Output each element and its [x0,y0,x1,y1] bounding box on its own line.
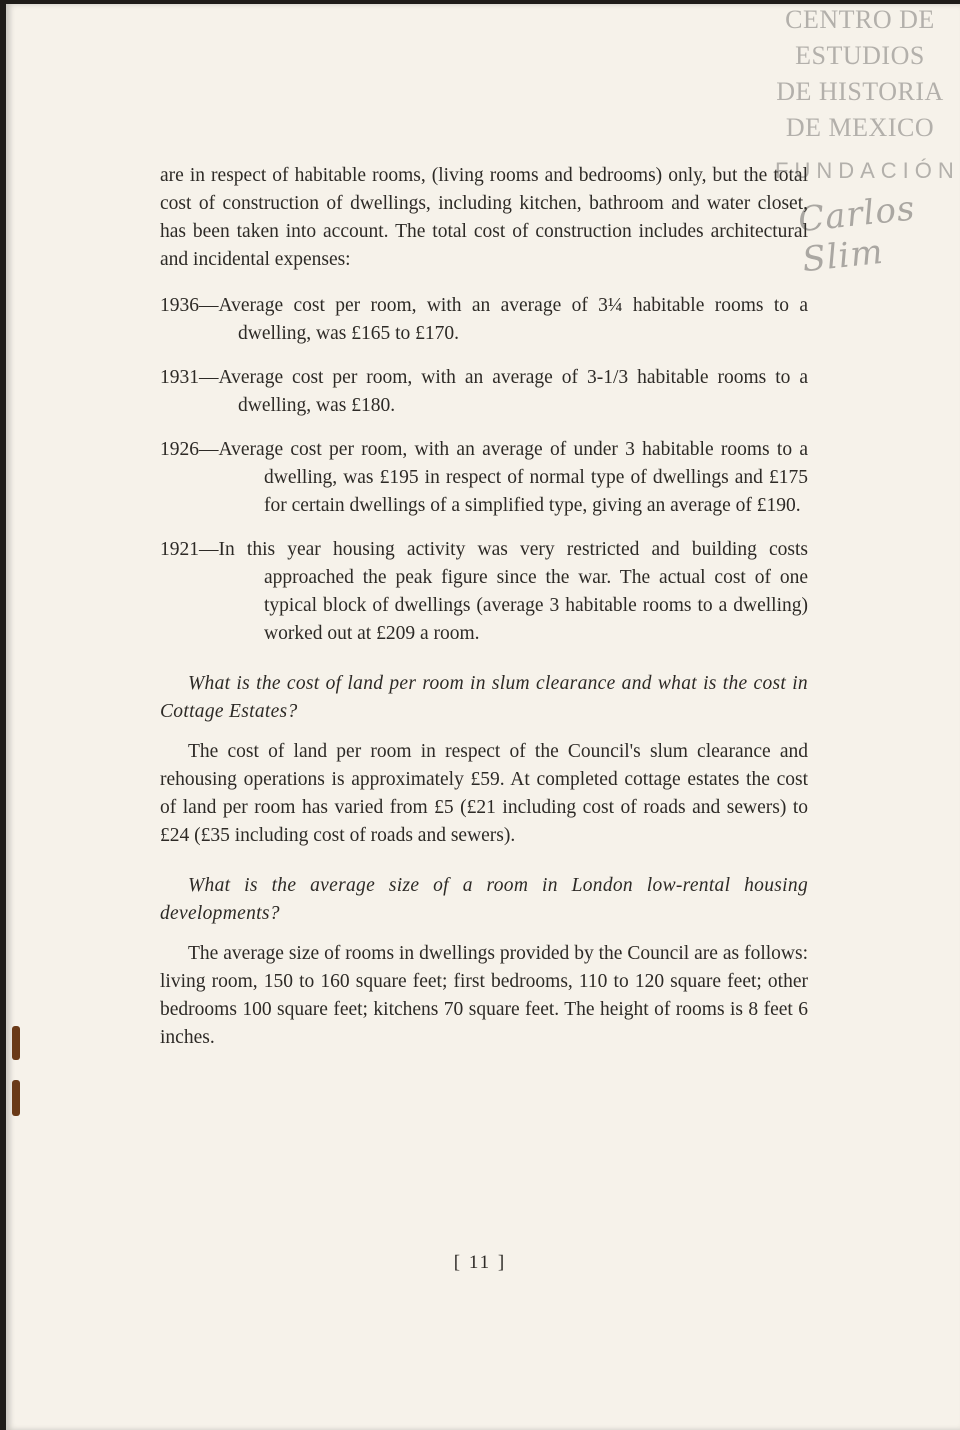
answer-room-size: The average size of rooms in dwellings provided by the Council are as follows: living room, 150 to 160 square feet; first bedrooms, 110 to 120 square feet; other bedrooms 100 square feet; kitchens 70 square feet. The height of rooms is 8 feet 6 inches. [160,943,808,1048]
intro-paragraph: are in respect of habitable rooms, (living rooms and bedrooms) only, but the total cost of construction of dwellings, including kitchen, bathroom and water closet, has been taken into account. The total cost of construction includes architectural and incidental expenses: [160,165,808,270]
cost-entry-1931: 1931—Average cost per room, with an average of 3-1/3 habitable rooms to a dwelling, was £180. [160,367,808,416]
watermark-fundacion: FUNDACIÓN [775,158,960,183]
page-edge-stain [12,1080,20,1116]
watermark-line: ESTUDIOS [795,41,925,70]
question-room-size: What is the average size of a room in London low-rental housing developments? [160,875,808,924]
answer-land-cost: The cost of land per room in respect of the Council's slum clearance and rehousing operations is approximately £59. At completed cottage estates the cost of land per room has varied from £5 (£21 including cost of roads and sewers) to £24 (£35 including cost of roads and sewers). [160,741,808,846]
page-edge-stain [12,1026,20,1060]
cost-entry-1921: 1921—In this year housing activity was very restricted and building costs approached the peak figure since the war. The actual cost of one typical block of dwellings (average 3 habitable rooms to a dwelling) worked out at £209 a room. [160,539,808,644]
watermark-line: DE HISTORIA [776,77,944,106]
archive-watermark [770,2,950,146]
watermark-line: CENTRO DE [785,5,935,34]
cost-entry-1926: 1926—Average cost per room, with an average of under 3 habitable rooms to a dwelling, was £195 in respect of normal type of dwellings and £175 for certain dwellings of a simplified type, giving an average of £190. [160,439,808,516]
document-body [160,162,808,1058]
question-land-cost: What is the cost of land per room in slum clearance and what is the cost in Cottage Estates? [160,673,808,722]
watermark-line: DE MEXICO [785,113,935,142]
cost-entry-1936: 1936—Average cost per room, with an average of 3¼ habitable rooms to a dwelling, was £165 to £170. [160,295,808,344]
page-number: [ 11 ] [453,1252,507,1273]
watermark-signature: Carlos Slim [796,188,918,281]
